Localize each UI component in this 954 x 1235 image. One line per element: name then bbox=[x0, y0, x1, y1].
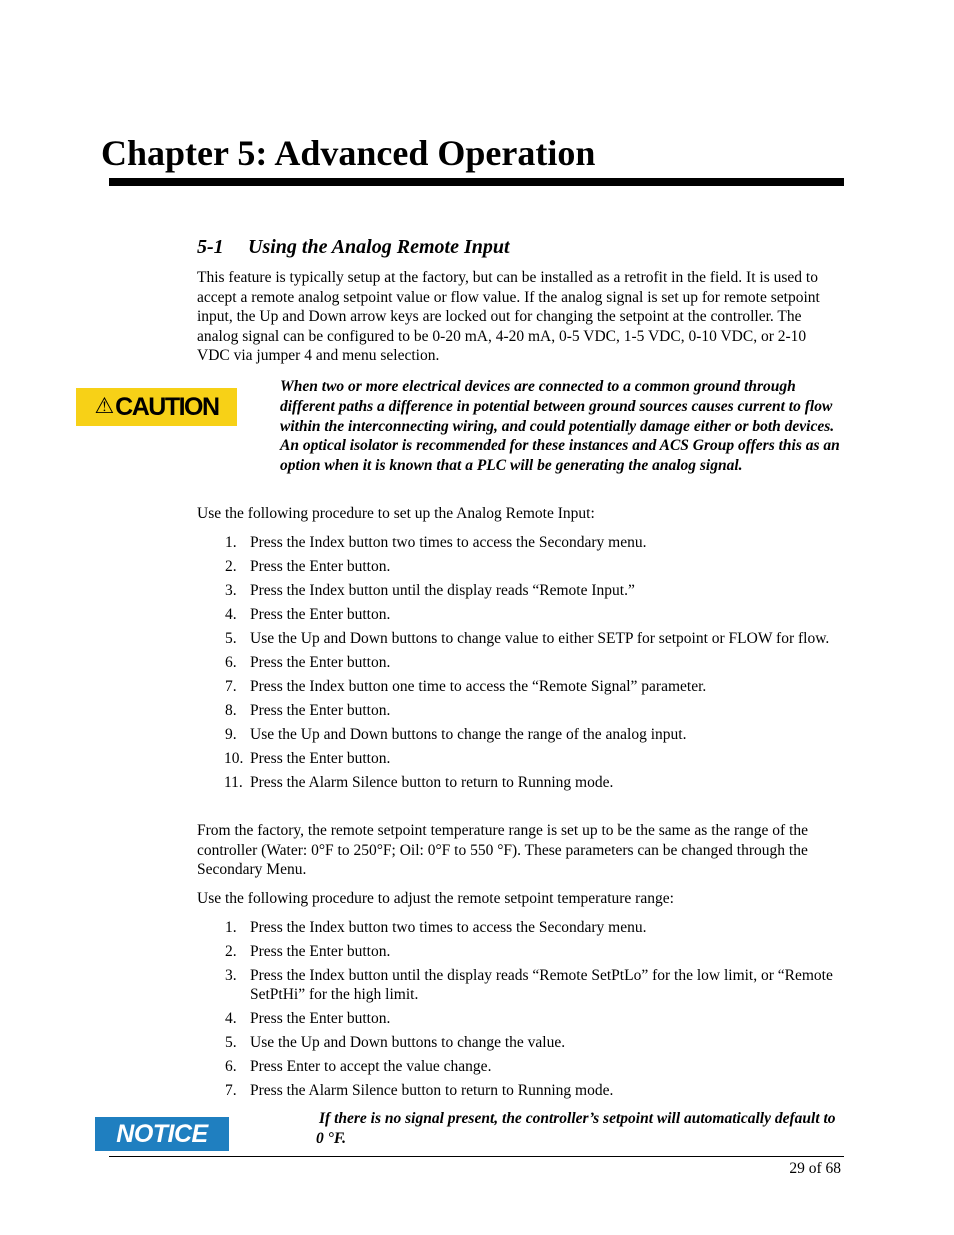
step-text: Use the Up and Down buttons to change the value. bbox=[250, 1034, 566, 1051]
footer-rule bbox=[109, 1156, 844, 1157]
caution-badge bbox=[76, 388, 237, 426]
step-text: Press the Index button two times to access the Secondary menu. bbox=[250, 534, 647, 551]
list-item bbox=[197, 1057, 837, 1076]
step-text: Press the Enter button. bbox=[250, 943, 391, 960]
step-text: Press the Index button until the display reads “Remote SetPtLo” for the low limit, or “Remote SetPtHi” for the high limit. bbox=[250, 967, 833, 1003]
step-number: 8. bbox=[225, 702, 237, 719]
step-text: Press the Enter button. bbox=[250, 606, 391, 623]
step-number: 11. bbox=[224, 774, 243, 791]
procedure2-list bbox=[197, 918, 837, 1105]
list-item bbox=[197, 677, 837, 696]
list-item bbox=[197, 942, 837, 961]
step-text: Press the Index button one time to access the “Remote Signal” parameter. bbox=[250, 678, 707, 695]
step-number: 3. bbox=[225, 582, 237, 599]
step-number: 4. bbox=[225, 606, 237, 623]
list-item bbox=[197, 653, 837, 672]
notice-badge bbox=[95, 1117, 229, 1151]
step-text: Press the Index button until the display reads “Remote Input.” bbox=[250, 582, 635, 599]
step-number: 1. bbox=[225, 534, 237, 551]
step-text: Press the Enter button. bbox=[250, 654, 391, 671]
list-item bbox=[197, 581, 837, 600]
notice-text: If there is no signal present, the controller’s setpoint will automatically default to 0 °F. bbox=[316, 1110, 836, 1147]
title-rule bbox=[109, 178, 844, 186]
step-number: 5. bbox=[225, 1034, 237, 1051]
intro-paragraph: This feature is typically setup at the factory, but can be installed as a retrofit in the field. It is used to accept a remote analog setpoint value or flow value. If the analog signal is set up for remote setpoint input, the Up and Down arrow keys are locked out for changing the setpoint at the controller. The analog signal can be configured to be 0-20 mA, 4-20 mA, 0-5 VDC, 1-5 VDC, 0-10 VDC, or 2-10 VDC via jumper 4 and menu selection. bbox=[197, 269, 820, 365]
step-number: 3. bbox=[225, 967, 237, 984]
list-item bbox=[197, 1081, 837, 1100]
procedure1-list bbox=[197, 533, 837, 797]
list-item bbox=[197, 749, 837, 768]
list-item bbox=[197, 1009, 837, 1028]
step-number: 9. bbox=[225, 726, 237, 743]
procedure1-intro: Use the following procedure to set up the Analog Remote Input: bbox=[197, 505, 595, 522]
list-item bbox=[197, 605, 837, 624]
step-number: 4. bbox=[225, 1010, 237, 1027]
section-title: Using the Analog Remote Input bbox=[248, 236, 510, 258]
list-item bbox=[197, 533, 837, 552]
page-number: 29 of 68 bbox=[789, 1160, 841, 1177]
step-number: 6. bbox=[225, 654, 237, 671]
step-number: 5. bbox=[225, 630, 237, 647]
step-text: Press the Enter button. bbox=[250, 1010, 391, 1027]
step-text: Press the Enter button. bbox=[250, 750, 391, 767]
step-text: Use the Up and Down buttons to change value to either SETP for setpoint or FLOW for flow. bbox=[250, 630, 830, 647]
list-item bbox=[197, 918, 837, 937]
step-number: 1. bbox=[225, 919, 237, 936]
step-text: Press the Enter button. bbox=[250, 558, 391, 575]
procedure2-intro: Use the following procedure to adjust the remote setpoint temperature range: bbox=[197, 890, 674, 907]
section-number: 5-1 bbox=[197, 236, 224, 258]
list-item bbox=[197, 701, 837, 720]
warning-triangle-icon: ⚠ bbox=[94, 394, 115, 419]
caution-label: CAUTION bbox=[115, 392, 219, 421]
list-item bbox=[197, 629, 837, 648]
factory-range-paragraph: From the factory, the remote setpoint temperature range is set up to be the same as the range of the controller (Water: 0°F to 250°F; Oil: 0°F to 550 °F). These parameters can be changed through the Secondary Menu. bbox=[197, 822, 809, 879]
step-number: 2. bbox=[225, 943, 237, 960]
section-heading bbox=[197, 234, 510, 260]
notice-label: NOTICE bbox=[116, 1119, 208, 1148]
step-number: 10. bbox=[224, 750, 244, 767]
step-text: Press the Index button two times to access the Secondary menu. bbox=[250, 919, 647, 936]
step-number: 6. bbox=[225, 1058, 237, 1075]
step-text: Press Enter to accept the value change. bbox=[250, 1058, 492, 1075]
chapter-title: Chapter 5: Advanced Operation bbox=[101, 133, 596, 173]
step-text: Use the Up and Down buttons to change the range of the analog input. bbox=[250, 726, 687, 743]
step-text: Press the Enter button. bbox=[250, 702, 391, 719]
step-text: Press the Alarm Silence button to return to Running mode. bbox=[250, 1082, 614, 1099]
list-item bbox=[197, 725, 837, 744]
list-item bbox=[197, 1033, 837, 1052]
step-text: Press the Alarm Silence button to return to Running mode. bbox=[250, 774, 614, 791]
list-item bbox=[197, 773, 837, 792]
list-item bbox=[197, 557, 837, 576]
step-number: 7. bbox=[225, 1082, 237, 1099]
list-item bbox=[197, 966, 837, 1004]
step-number: 7. bbox=[225, 678, 237, 695]
caution-text: When two or more electrical devices are connected to a common ground through different paths a difference in potential between ground sources causes current to flow within the interconnecting wiring, and could potentially damage either or both devices. An optical isolator is recommended for these instances and ACS Group offers this as an option when it is known that a PLC will be generating the analog signal. bbox=[280, 378, 840, 475]
step-number: 2. bbox=[225, 558, 237, 575]
